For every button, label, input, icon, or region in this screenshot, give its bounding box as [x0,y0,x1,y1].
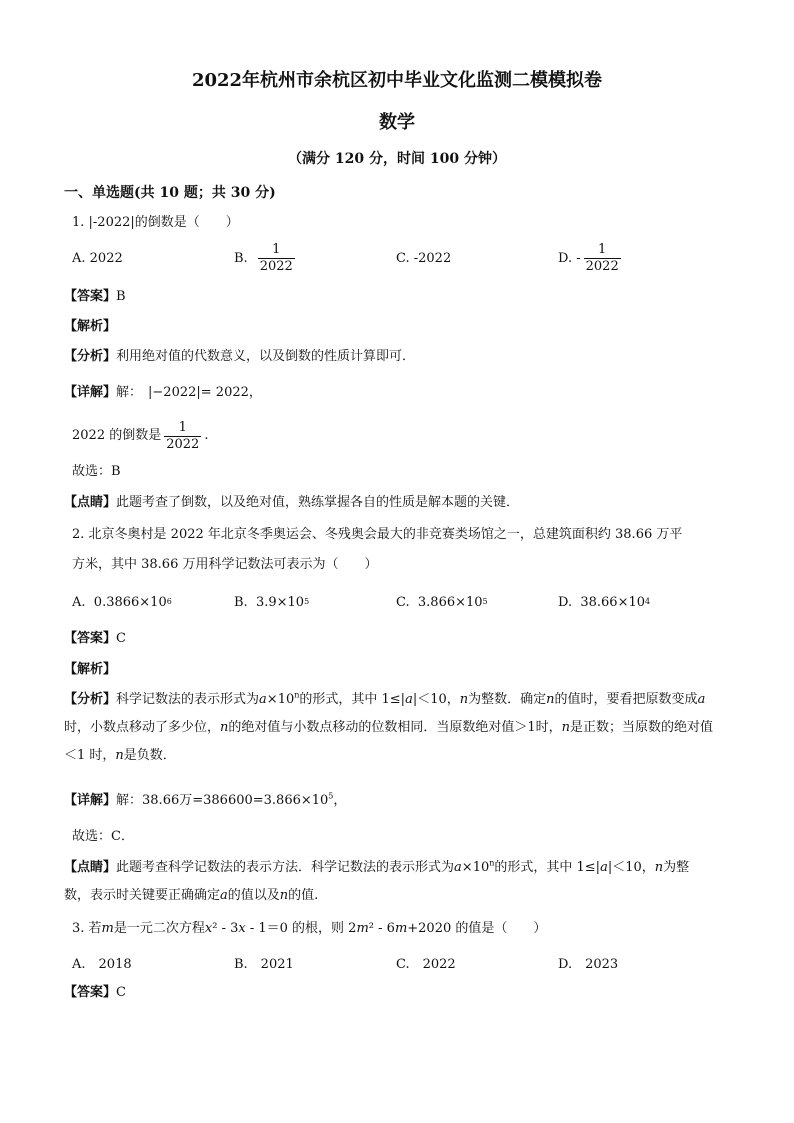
q1-stem: 1. |-2022|的倒数是（ ） [72,215,239,230]
q3-option-b: B. 2021 [234,956,294,972]
q3-stem: 3. 若m是一元二次方程x² - 3x - 1＝0 的根，则 2m² - 6m+2020 的值是（ ） [72,921,547,936]
q2-comment: 【点睛】此题考查科学记数法的表示方法．科学记数法的表示形式为$a\times 10^n$的形式，其中 1≤|a|＜10，n为整数，表示时关键要正确确定a的值以及n的值. [64,858,690,903]
q2-option-d: D. 38.66×10 4 [558,594,651,610]
q1-choose: 故选：B [72,464,121,479]
q1-option-d: D. - $\frac{1}{2022}$ [558,241,619,274]
q2-option-b: B. 3.9×10 5 [234,594,310,610]
section-heading: 一、单选题(共 10 题；共 30 分) [64,185,276,201]
q2-stem-line2: 方米，其中 38.66 万用科学记数法可表示为（ ） [72,557,378,572]
q2-detail: 【详解】解：38.66万$=386600=3.866\times 10^5$， [64,791,347,808]
q2-choose: 故选：C． [72,829,134,844]
q2-option-a: A. 0.3866×10 6 [72,594,172,610]
fraction: $\frac{1}{2022}$ [259,241,293,274]
q1-comment: 【点睛】此题考查了倒数，以及绝对值，熟练掌握各自的性质是解本题的关键． [64,495,520,510]
q2-analysis-label: 【解析】 [64,662,117,677]
q3-option-c: C. 2022 [396,956,456,972]
page-title: 2022年杭州市余杭区初中毕业文化监测二模模拟卷 [191,70,603,91]
q1-detail: 【详解】解： |−2022|= 2022， [64,385,262,400]
q2-options [72,582,732,622]
q3-option-d: D. 2023 [558,956,619,972]
q3-option-a: A. 2018 [72,956,132,972]
q1-analysis-label: 【解析】 [64,319,117,334]
q1-option-b: B. $\frac{1}{2022}$ [234,241,293,274]
q2-option-c: C. 3.866×10 5 [396,594,488,610]
q3-options [72,942,732,982]
q3-answer: 【答案】C [64,985,126,1000]
q1-option-a: A. 2022 [72,250,123,266]
fraction: $\frac{1}{2022}$ [166,419,200,452]
q1-detail-2: 2022 的倒数是 $\frac{1}{2022}$ . [72,419,209,452]
subject-title: 数学 [379,112,415,133]
fraction: $\frac{1}{2022}$ [585,241,619,274]
q2-fenxi: 【分析】科学记数法的表示形式为$a\times 10^n$的形式，其中 1≤|a|＜10，n为整数．确定n的值时，要看把原数变成a时，小数点移动了多少位，n的绝对值与小数点移动的位数相同．当原数绝对值＞1时，n是正数；当原数的绝对值＜1 时，n是负数． [64,690,714,763]
q1-fenxi: 【分析】利用绝对值的代数意义，以及倒数的性质计算即可． [64,349,416,364]
q2-stem-line1: 2. 北京冬奥村是 2022 年北京冬季奥运会、冬残奥会最大的非竞赛类场馆之一，总建筑面积约 38.66 万平 [72,527,683,542]
q1-options [72,238,732,278]
q1-answer: 【答案】B [64,289,126,304]
q2-answer: 【答案】C [64,631,126,646]
exam-meta: （满分 120 分，时间 100 分钟） [288,151,506,167]
q1-option-c: C. -2022 [396,250,452,266]
